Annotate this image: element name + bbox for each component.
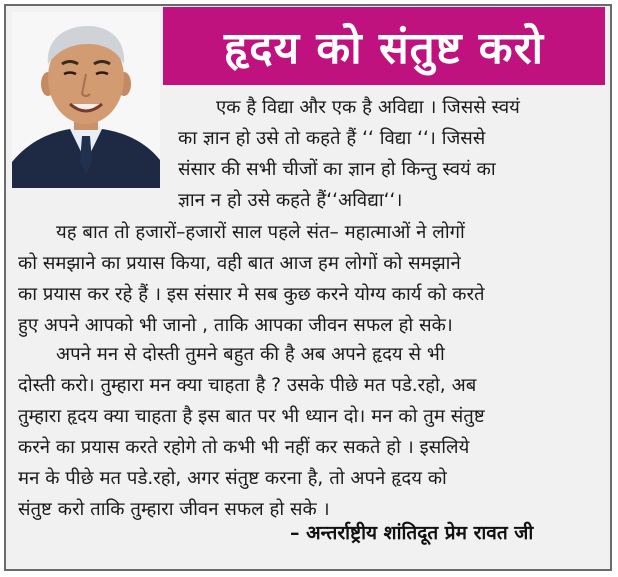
- paragraph-2-line: को समझाने का प्रयास किया, वही बात आज हम लोगों को समझाने: [18, 253, 461, 274]
- paragraph-1-line: का ज्ञान हो उसे तो कहते हैं ‘‘ विद्या ‘‘। जिससे: [178, 128, 486, 149]
- author-attribution: – अन्तर्राष्ट्रीय शांतिदूत प्रेम रावत जी: [290, 522, 534, 544]
- paragraph-2-line: हुए अपने आपको भी जानो , ताकि आपका जीवन सफल हो सके।: [18, 315, 453, 336]
- paragraph-3-line: तुम्हारा हृदय क्या चाहता है इस बात पर भी ध्यान दो। मन को तुम संतुष्ट: [18, 406, 485, 427]
- paragraph-1-line: एक है विद्या और एक है अविद्या । जिससे स्वयं: [216, 97, 520, 118]
- paragraph-1-line: ज्ञान न हो उसे कहते हैं‘‘अविद्या‘‘।: [178, 190, 403, 211]
- paragraph-1: [178, 92, 596, 216]
- title-banner: [163, 7, 605, 85]
- paragraph-3: [18, 339, 598, 525]
- portrait-photo: [12, 12, 160, 188]
- paragraph-3-line: दोस्ती करो। तुम्हारा मन क्या चाहता है ? उसके पीछे मत पडे.रहो, अब: [18, 375, 477, 396]
- paragraph-1-line: संसार की सभी चीजों का ज्ञान हो किन्तु स्वयं का: [178, 159, 496, 180]
- paragraph-2: [18, 217, 598, 341]
- article-title: हृदय को संतुष्ट करो: [224, 23, 544, 74]
- paragraph-2-line: यह बात तो हजारों–हजारों साल पहले संत– महात्माओं ने लोगों: [56, 222, 465, 243]
- paragraph-3-line: संतुष्ट करो ताकि तुम्हारा जीवन सफल हो सके ।: [18, 499, 330, 520]
- paragraph-3-line: अपने मन से दोस्ती तुमने बहुत की है अब अपने हृदय से भी: [56, 344, 445, 365]
- paragraph-3-line: करने का प्रयास करते रहोगे तो कभी भी नहीं कर सकते हो । इसलिये: [18, 437, 470, 458]
- paragraph-2-line: का प्रयास कर रहे हैं । इस संसार मे सब कुछ करने योग्य कार्य को करते: [18, 284, 485, 305]
- paragraph-3-line: मन के पीछे मत पडे.रहो, अगर संतुष्ट करना है, तो अपने हृदय को: [18, 468, 447, 489]
- portrait-illustration: [12, 12, 160, 188]
